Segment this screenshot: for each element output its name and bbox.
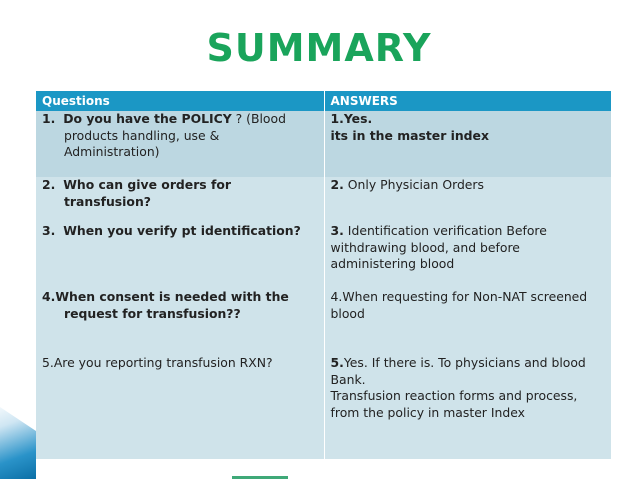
- answer-number: 2.: [330, 177, 344, 192]
- answer-number: 5.: [330, 355, 344, 370]
- page-title: SUMMARY: [206, 26, 432, 70]
- question-number: 1.: [42, 111, 56, 126]
- answer-cell: [324, 111, 611, 177]
- answer-cell: [324, 223, 611, 289]
- question-text: 5.Are you reporting transfusion RXN?: [42, 355, 273, 370]
- answer-text: 4.When requesting for Non-NAT screened blood: [330, 289, 588, 321]
- question-bold: When you verify pt identification?: [63, 223, 301, 238]
- question-cell: [36, 355, 324, 459]
- answer-line: 1.Yes.: [330, 111, 373, 126]
- table-row: [36, 177, 611, 223]
- answer-text: Yes. If there is. To physicians and blood Bank.: [330, 355, 586, 387]
- question-cell: [36, 289, 324, 355]
- answer-cell: [324, 177, 611, 223]
- answer-cell: [324, 289, 611, 355]
- questions-header: Questions: [36, 91, 324, 111]
- table-row: [36, 111, 611, 177]
- question-cell: [36, 223, 324, 289]
- question-bold: Do you have the POLICY: [63, 111, 232, 126]
- question-bold: Who can give orders for transfusion?: [63, 177, 232, 209]
- answer-line: its in the master index: [330, 127, 489, 143]
- answer-cell: [324, 355, 611, 459]
- question-number: 2.: [42, 177, 56, 192]
- answer-number: 3.: [330, 223, 344, 238]
- corner-decoration: [0, 399, 36, 479]
- table-header-row: [36, 91, 611, 111]
- answer-text: Transfusion reaction forms and process, from the policy in master Index: [330, 388, 578, 420]
- question-cell: [36, 177, 324, 223]
- answer-text: Only Physician Orders: [343, 177, 484, 192]
- table-row: [36, 355, 611, 459]
- question-cell: [36, 111, 324, 177]
- answers-header: ANSWERS: [324, 91, 611, 111]
- table-row: [36, 289, 611, 355]
- question-bold: 4.When consent is needed with the request for transfusion??: [42, 289, 289, 321]
- answer-text: Identification verification Before withdrawing blood, and before administering blood: [330, 223, 547, 271]
- question-rest: ? (Blood products handling, use & Administration): [64, 111, 286, 159]
- table-row: [36, 223, 611, 289]
- summary-table: [36, 91, 611, 459]
- question-number: 3.: [42, 223, 56, 238]
